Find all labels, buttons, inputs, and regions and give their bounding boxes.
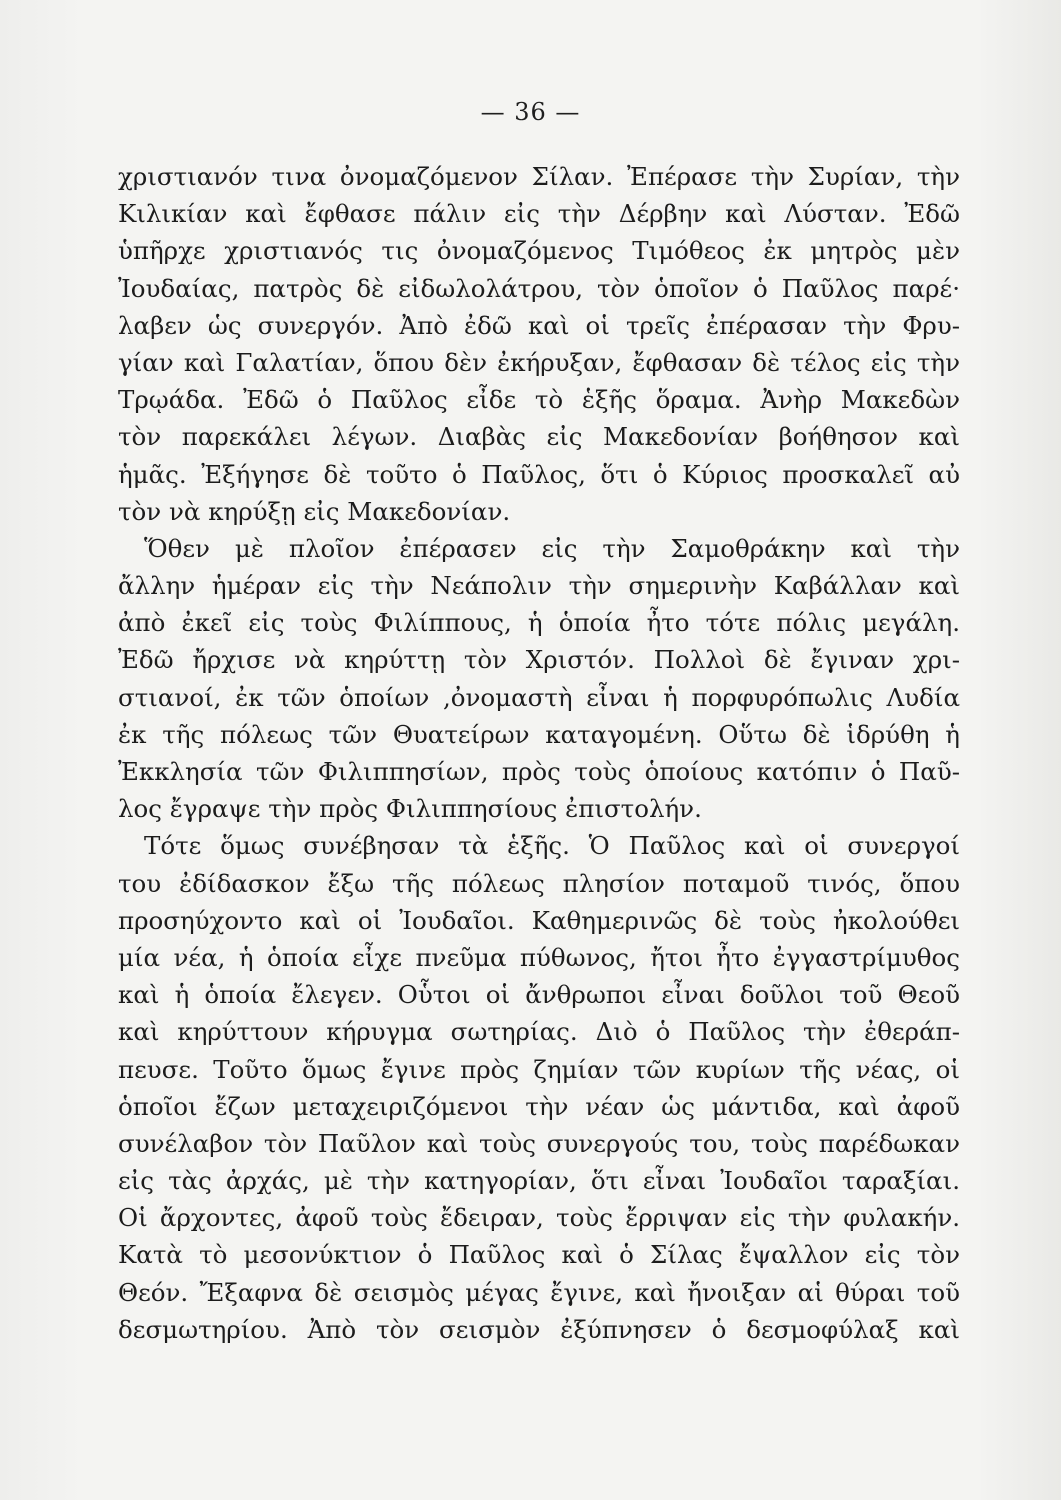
text-line: γίαν καὶ Γαλατίαν, ὅπου δὲν ἐκήρυξαν, ἔφθασαν δὲ τέλος εἰς τὴν [118,347,960,377]
text-line: Ἐκκλησία τῶν Φιλιππησίων, πρὸς τοὺς ὁποίους κατόπιν ὁ Παῦ- [118,757,960,786]
text-line: ἄλλην ἡμέραν εἰς τὴν Νεάπολιν τὴν σημερινὴν Καβάλλαν καὶ [118,571,960,601]
text-line: προσηύχοντο καὶ οἱ Ἰουδαῖοι. Καθημερινῶς δὲ τοὺς ἠκολούθει [118,905,960,935]
text-line: Θεόν. Ἔξαφνα δὲ σεισμὸς μέγας ἔγινε, καὶ ἤνοιξαν αἱ θύραι τοῦ [118,1277,960,1307]
text-line: συνέλαβον τὸν Παῦλον καὶ τοὺς συνεργούς του, τοὺς παρέδωκαν [118,1128,960,1158]
text-line: καὶ κηρύττουν κήρυγμα σωτηρίας. Διὸ ὁ Παῦλος τὴν ἐθεράπ- [118,1017,960,1047]
text-line: Ὅθεν μὲ πλοῖον ἐπέρασεν εἰς τὴν Σαμοθράκην καὶ τὴν [144,533,960,563]
text-line: Κιλικίαν καὶ ἔφθασε πάλιν εἰς τὴν Δέρβην καὶ Λύσταν. Ἐδῶ [118,199,960,229]
text-line: πευσε. Τοῦτο ὅμως ἔγινε πρὸς ζημίαν τῶν κυρίων τῆς νέας, οἱ [118,1054,960,1084]
text-line: ὑπῆρχε χριστιανός τις ὀνομαζόμενος Τιμόθεος ἐκ μητρὸς μὲν [118,236,960,266]
text-line: ἡμᾶς. Ἐξήγησε δὲ τοῦτο ὁ Παῦλος, ὅτι ὁ Κύριος προσκαλεῖ αὐ [118,459,960,489]
text-line: Οἱ ἄρχοντες, ἀφοῦ τοὺς ἔδειραν, τοὺς ἔρριψαν εἰς τὴν φυλακήν. [118,1203,960,1233]
text-line: ἀπὸ ἐκεῖ εἰς τοὺς Φιλίππους, ἡ ὁποία ἦτο τότε πόλις μεγάλη. [118,608,960,638]
page-number: — 36 — [480,98,581,126]
text-line: ὁποῖοι ἔζων μεταχειριζόμενοι τὴν νέαν ὡς μάντιδα, καὶ ἀφοῦ [118,1091,960,1121]
text-line: στιανοί, ἐκ τῶν ὁποίων ,ὀνομαστὴ εἶναι ἡ πορφυρόπωλις Λυδία [118,682,960,712]
text-line: τὸν νὰ κηρύξῃ εἰς Μακεδονίαν. [118,496,511,526]
text-line: τὸν παρεκάλει λέγων. Διαβὰς εἰς Μακεδονίαν βοήθησον καὶ [118,422,960,452]
text-line: εἰς τὰς ἀρχάς, μὲ τὴν κατηγορίαν, ὅτι εἶναι Ἰουδαῖοι ταραξίαι. [118,1166,960,1196]
text-line: καὶ ἡ ὁποία ἔλεγεν. Οὗτοι οἱ ἄνθρωποι εἶναι δοῦλοι τοῦ Θεοῦ [118,980,960,1010]
text-line: ἐκ τῆς πόλεως τῶν Θυατείρων καταγομένη. Οὕτω δὲ ἱδρύθη ἡ [118,719,960,749]
text-line: Ἐδῶ ἤρχισε νὰ κηρύττῃ τὸν Χριστόν. Πολλοὶ δὲ ἔγιναν χρι- [118,645,960,675]
text-line: Τότε ὅμως συνέβησαν τὰ ἑξῆς. Ὁ Παῦλος καὶ οἱ συνεργοί [144,831,960,861]
text-line: Ἰουδαίας, πατρὸς δὲ εἰδωλολάτρου, τὸν ὁποῖον ὁ Παῦλος παρέ· [118,273,960,303]
text-line: μία νέα, ἡ ὁποία εἶχε πνεῦμα πύθωνος, ἤτοι ἦτο ἐγγαστρίμυθος [118,942,960,972]
text-line: δεσμωτηρίου. Ἀπὸ τὸν σεισμὸν ἐξύπνησεν ὁ δεσμοφύλαξ καὶ [118,1314,960,1344]
text-line: του ἐδίδασκον ἔξω τῆς πόλεως πλησίον ποταμοῦ τινός, ὅπου [118,868,960,898]
text-line: Κατὰ τὸ μεσονύκτιον ὁ Παῦλος καὶ ὁ Σίλας ἔψαλλον εἰς τὸν [118,1240,960,1270]
text-line: Τρῳάδα. Ἐδῶ ὁ Παῦλος εἶδε τὸ ἑξῆς ὅραμα. Ἀνὴρ Μακεδὼν [118,385,960,415]
text-line: χριστιανόν τινα ὀνομαζόμενον Σίλαν. Ἐπέρασε τὴν Συρίαν, τὴν [118,162,960,191]
text-line: λος ἔγραψε τὴν πρὸς Φιλιππησίους ἐπιστολήν. [118,794,702,824]
body-text [118,158,960,1348]
text-line: λαβεν ὡς συνεργόν. Ἀπὸ ἐδῶ καὶ οἱ τρεῖς ἐπέρασαν τὴν Φρυ- [118,310,960,340]
